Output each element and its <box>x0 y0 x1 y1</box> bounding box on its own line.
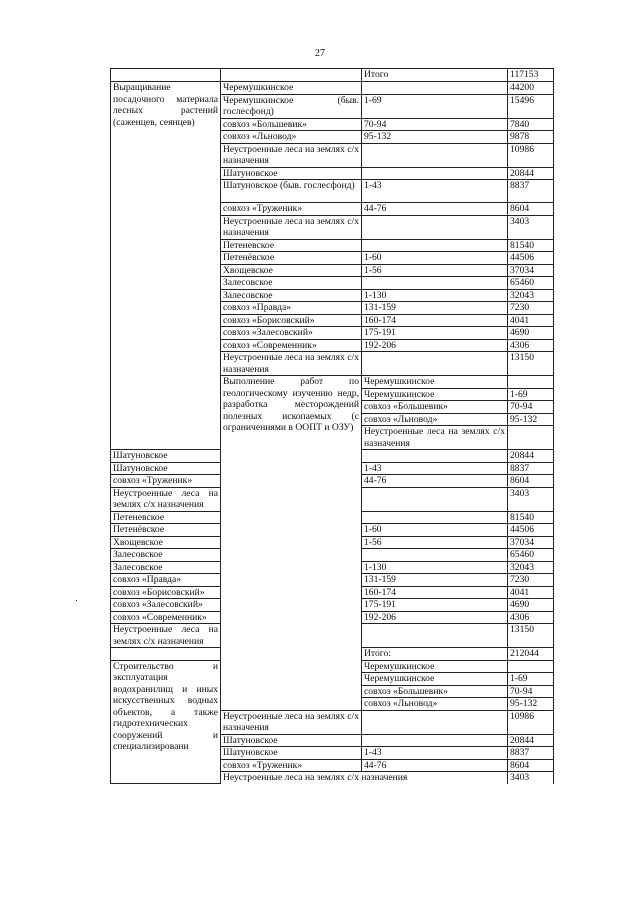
place-cell: Неустроенные леса на землях с/х назначения <box>221 772 508 784</box>
activity-cell <box>111 69 221 82</box>
place-cell: Петенёвское <box>111 524 221 537</box>
quarters-cell: 1-43 <box>362 462 508 475</box>
area-cell: 3403 <box>508 215 554 239</box>
place-cell: Петеневское <box>111 511 221 524</box>
place-cell: Черемушкинское <box>221 82 362 95</box>
area-cell: 4041 <box>508 586 554 599</box>
quarters-cell <box>362 549 508 562</box>
quarters-cell <box>362 239 508 252</box>
area-cell: 65460 <box>508 277 554 290</box>
quarters-cell: 192-206 <box>362 339 508 352</box>
area-cell: 13150 <box>508 352 554 376</box>
area-cell: 37034 <box>508 536 554 549</box>
place-cell: Шатуновское <box>221 747 362 760</box>
quarters-cell: 70-94 <box>508 401 554 414</box>
place-cell: Шатуновское <box>111 462 221 475</box>
quarters-cell <box>362 143 508 167</box>
place-cell: Неустроенные леса на землях с/х назначения <box>221 215 362 239</box>
quarters-cell <box>362 167 508 180</box>
forest-use-table <box>110 68 554 784</box>
quarters-cell: Итого <box>362 69 508 82</box>
area-cell: 4690 <box>508 327 554 340</box>
place-cell: Черемушкинское (быв. гослесфонд) <box>221 94 362 118</box>
quarters-cell <box>362 215 508 239</box>
place-cell: совхоз «Большевик» <box>221 118 362 131</box>
place-cell: совхоз «Залесовский» <box>221 327 362 340</box>
place-cell: Неустроенные леса на землях с/х назначения <box>362 426 508 450</box>
place-cell: Черемушкинское <box>362 376 508 389</box>
quarters-cell: 131-159 <box>362 574 508 587</box>
area-cell: 37034 <box>508 264 554 277</box>
place-cell: Петеневское <box>221 239 362 252</box>
area-cell: 8837 <box>508 747 554 760</box>
quarters-cell: 175-191 <box>362 327 508 340</box>
quarters-cell: 175-191 <box>362 599 508 612</box>
place-cell: совхоз «Труженик» <box>221 203 362 216</box>
area-cell: 20844 <box>508 167 554 180</box>
area-cell: 3403 <box>508 487 554 511</box>
area-cell: 117153 <box>508 69 554 82</box>
area-cell: 8604 <box>508 475 554 488</box>
area-cell: 8837 <box>508 462 554 475</box>
quarters-cell: 160-174 <box>362 314 508 327</box>
table-row <box>111 69 554 82</box>
activity-cell: Выполнение работ по геологическому изучению недр, разработка месторождений полезных ископаемых (с ограничениями в ООПТ и ОЗУ) <box>221 376 362 711</box>
quarters-cell <box>362 710 508 734</box>
quarters-cell: 1-43 <box>362 180 508 203</box>
activity-cell: Строительство и эксплуатация водохранилищ и иных искусственных водных объектов, а также гидротехнических сооружений и специализировани <box>111 660 221 784</box>
quarters-cell <box>362 734 508 747</box>
place-cell <box>111 648 221 661</box>
place-cell: Черемушкинское <box>362 660 508 673</box>
quarters-cell: 160-174 <box>362 586 508 599</box>
area-cell: 4306 <box>508 611 554 624</box>
quarters-cell: 95-132 <box>508 413 554 426</box>
quarters-cell <box>362 450 508 463</box>
quarters-cell <box>508 660 554 673</box>
place-cell: Шатуновское <box>221 734 362 747</box>
quarters-cell <box>362 624 508 648</box>
quarters-cell <box>362 352 508 376</box>
place-cell: совхоз «Современник» <box>111 611 221 624</box>
area-cell: 32043 <box>508 289 554 302</box>
area-cell: 44506 <box>508 252 554 265</box>
place-cell: совхоз «Борисовский» <box>111 586 221 599</box>
area-cell: 65460 <box>508 549 554 562</box>
place-cell: Петенёвское <box>221 252 362 265</box>
quarters-cell: 70-94 <box>508 685 554 698</box>
area-cell: 44200 <box>508 82 554 95</box>
place-cell: Залесовское <box>221 289 362 302</box>
area-cell: 7230 <box>508 574 554 587</box>
area-cell: 44506 <box>508 524 554 537</box>
quarters-cell: 44-76 <box>362 759 508 772</box>
area-cell: 13150 <box>508 624 554 648</box>
quarters-cell: 131-159 <box>362 302 508 315</box>
place-cell: Неустроенные леса на землях с/х назначения <box>111 487 221 511</box>
place-cell: Неустроенные леса на землях с/х назначения <box>221 143 362 167</box>
area-cell: 15496 <box>508 94 554 118</box>
place-cell: Неустроенные леса на землях с/х назначения <box>221 710 362 734</box>
area-cell: 7840 <box>508 118 554 131</box>
area-cell: 8837 <box>508 180 554 203</box>
place-cell: Черемушкинское <box>362 673 508 686</box>
place-cell: Неустроенные леса на землях с/х назначения <box>221 352 362 376</box>
quarters-cell: 1-130 <box>362 289 508 302</box>
place-cell: совхоз «Льновод» <box>221 131 362 144</box>
area-cell: 20844 <box>508 734 554 747</box>
place-cell: Залесовское <box>111 561 221 574</box>
place-cell: Залесовское <box>221 277 362 290</box>
quarters-cell: 1-69 <box>508 673 554 686</box>
quarters-cell <box>362 82 508 95</box>
area-cell: 3403 <box>508 772 554 784</box>
quarters-cell <box>508 426 554 450</box>
quarters-cell: 1-56 <box>362 264 508 277</box>
table-row <box>111 82 554 95</box>
place-cell: совхоз «Льновод» <box>362 698 508 711</box>
quarters-cell: 95-132 <box>362 131 508 144</box>
quarters-cell: 1-130 <box>362 561 508 574</box>
place-cell: совхоз «Труженик» <box>111 475 221 488</box>
area-cell: 7230 <box>508 302 554 315</box>
quarters-cell <box>362 511 508 524</box>
area-cell: 10986 <box>508 710 554 734</box>
place-cell: совхоз «Большевик» <box>362 685 508 698</box>
quarters-cell <box>508 376 554 389</box>
quarters-cell: 44-76 <box>362 203 508 216</box>
place-cell: совхоз «Труженик» <box>221 759 362 772</box>
quarters-cell: 1-43 <box>362 747 508 760</box>
quarters-cell: 192-206 <box>362 611 508 624</box>
area-cell: 10986 <box>508 143 554 167</box>
place-cell: Шатуновское (быв. гослесфонд) <box>221 180 362 203</box>
place-cell: Хвощевское <box>111 536 221 549</box>
place-cell: Шатуновское <box>111 450 221 463</box>
area-cell: 4041 <box>508 314 554 327</box>
quarters-cell <box>362 487 508 511</box>
area-cell: 81540 <box>508 239 554 252</box>
place-cell: Залесовское <box>111 549 221 562</box>
area-cell: 20844 <box>508 450 554 463</box>
area-cell: 9878 <box>508 131 554 144</box>
place-cell: совхоз «Залесовский» <box>111 599 221 612</box>
area-cell: 4306 <box>508 339 554 352</box>
area-cell: 81540 <box>508 511 554 524</box>
quarters-cell: 1-60 <box>362 524 508 537</box>
quarters-cell <box>362 277 508 290</box>
quarters-cell: 44-76 <box>362 475 508 488</box>
place-cell: совхоз «Правда» <box>111 574 221 587</box>
area-cell: 32043 <box>508 561 554 574</box>
place-cell: совхоз «Правда» <box>221 302 362 315</box>
area-cell: 8604 <box>508 759 554 772</box>
place-cell: совхоз «Борисовский» <box>221 314 362 327</box>
quarters-cell: 1-69 <box>508 388 554 401</box>
margin-mark <box>76 600 77 601</box>
area-cell: 4690 <box>508 599 554 612</box>
activity-cell: Выращивание посадочного материала лесных растений (саженцев, сеянцев) <box>111 82 221 450</box>
place-cell: совхоз «Льновод» <box>362 413 508 426</box>
place-cell <box>221 69 362 82</box>
quarters-cell: 95-132 <box>508 698 554 711</box>
place-cell: Шатуновское <box>221 167 362 180</box>
quarters-cell: 70-94 <box>362 118 508 131</box>
quarters-cell: 1-56 <box>362 536 508 549</box>
place-cell: Неустроенные леса на землях с/х назначения <box>111 624 221 648</box>
place-cell: Хвощевское <box>221 264 362 277</box>
page-number: 27 <box>315 48 325 59</box>
place-cell: совхоз «Большевик» <box>362 401 508 414</box>
area-cell: 212044 <box>508 648 554 661</box>
area-cell: 8604 <box>508 203 554 216</box>
place-cell: Черемушкинское <box>362 388 508 401</box>
quarters-cell: Итого: <box>362 648 508 661</box>
quarters-cell: 1-69 <box>362 94 508 118</box>
place-cell: совхоз «Современник» <box>221 339 362 352</box>
quarters-cell: 1-60 <box>362 252 508 265</box>
